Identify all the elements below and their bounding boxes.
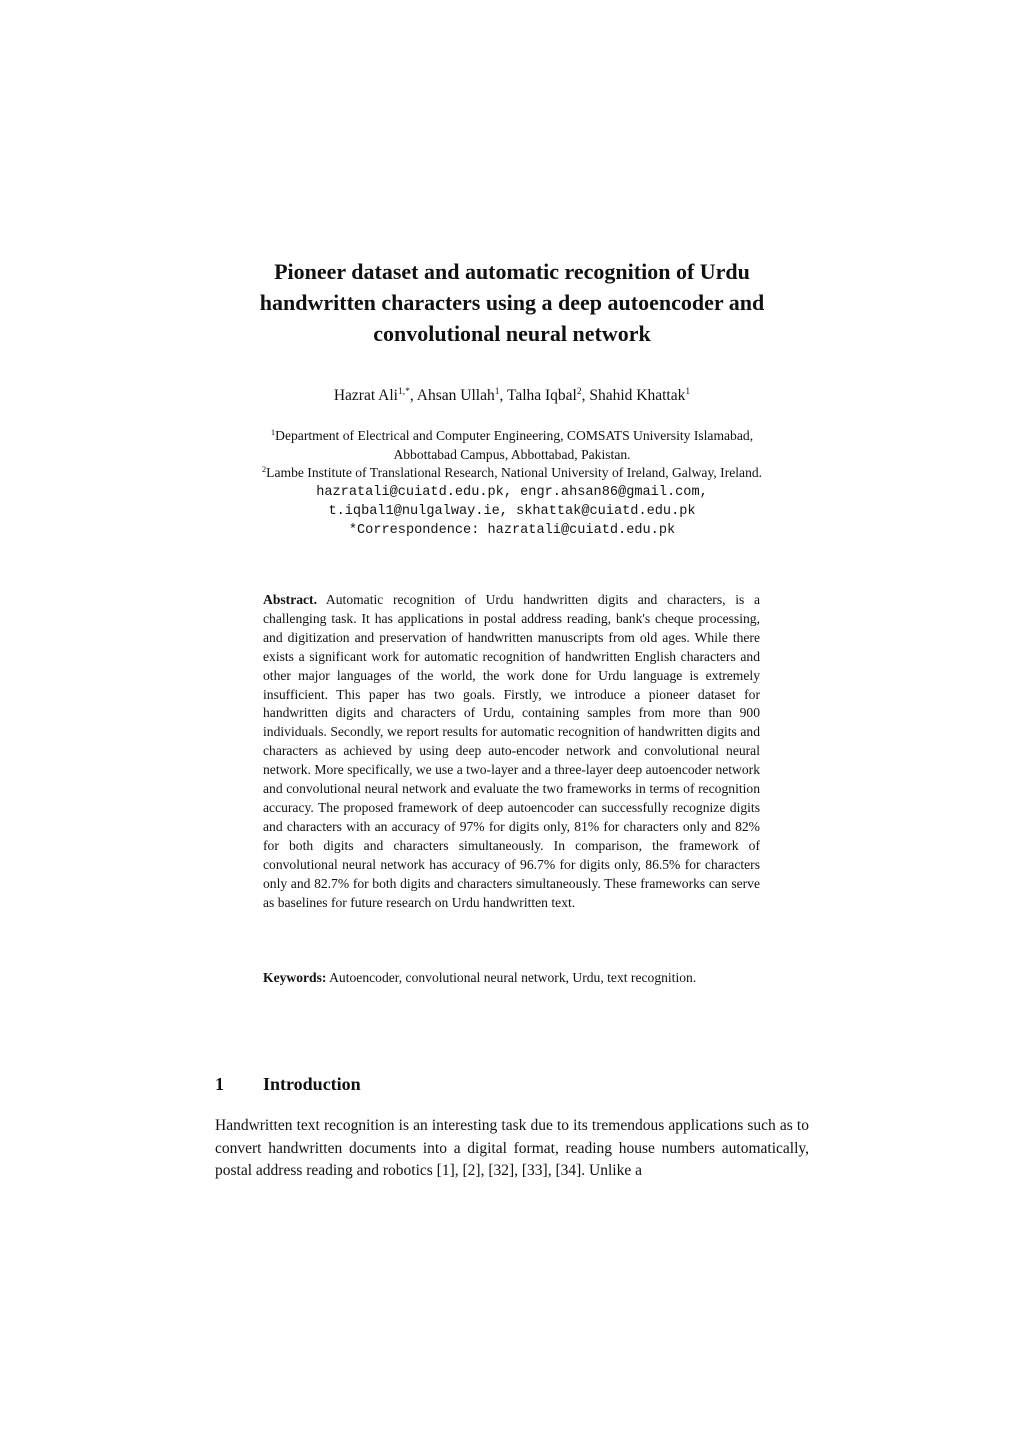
keywords — [263, 968, 783, 987]
affiliations — [180, 427, 844, 483]
correspondence-line: *Correspondence: hazratali@cuiatd.edu.pk — [348, 523, 676, 538]
title-line-1: Pioneer dataset and automatic recognition of Urdu — [274, 259, 750, 284]
affiliation-2-text: Lambe Institute of Translational Research, National University of Ireland, Galway, Ireland. — [266, 465, 763, 481]
affiliation-1-line-2: Abbottabad Campus, Abbottabad, Pakistan. — [393, 446, 631, 462]
introduction-paragraph: Handwritten text recognition is an interesting task due to its tremendous applications such as to convert handwritten documents into a digital format, reading house numbers automatically, postal address reading and robotics [1], [2], [32], [33], [34]. Unlike a — [215, 1117, 809, 1180]
author-affiliation-marker: 2 — [576, 387, 582, 397]
keywords-text: Autoencoder, convolutional neural network, Urdu, text recognition. — [329, 970, 697, 985]
author-name: Shahid Khattak — [589, 387, 686, 404]
email-line-2: t.iqbal1@nulgalway.ie, skhattak@cuiatd.edu.pk — [328, 504, 696, 519]
author-emails — [180, 483, 844, 540]
author-separator: , — [499, 387, 507, 404]
author-name: Hazrat Ali — [333, 387, 398, 404]
section-title: Introduction — [263, 1074, 361, 1094]
abstract-text: Automatic recognition of Urdu handwritten digits and characters, is a challenging task. It has applications in postal address reading, bank's cheque processing, and digitization and preservation of handwritten manuscripts from old ages. While there exists a significant work for automatic recognition of handwritten English characters and other major languages of the world, the work done for Urdu language is extremely insufficient. This paper has two goals. Firstly, we introduce a pioneer dataset for handwritten digits and characters of Urdu, containing samples from more than 900 individuals. Secondly, we report results for automatic recognition of handwritten digits and characters as achieved by using deep auto-encoder network and convolutional neural network. More specifically, we use a two-layer and a three-layer deep autoencoder network and convolutional neural network and evaluate the two frameworks in terms of recognition accuracy. The proposed framework of deep autoencoder can successfully recognize digits and characters with an accuracy of 97% for digits only, 81% for characters only and 82% for both digits and characters simultaneously. In comparison, the framework of convolutional neural network has accuracy of 96.7% for digits only, 86.5% for characters only and 82.7% for both digits and characters simultaneously. These frameworks can serve as baselines for future research on Urdu handwritten text. — [263, 592, 760, 910]
author-separator: , — [581, 387, 590, 404]
affiliation-1-text: Department of Electrical and Computer Engineering, COMSATS University Islamabad, — [275, 428, 754, 443]
author-affiliation-marker: 1,* — [398, 387, 410, 397]
affiliation-1-marker: 1 — [270, 427, 276, 437]
section-number: 1 — [215, 1074, 224, 1094]
title-line-2: handwritten characters using a deep autoencoder and — [259, 290, 765, 315]
author-separator: , — [409, 387, 417, 404]
paper-title — [180, 256, 844, 349]
affiliation-1-line-1 — [180, 427, 844, 446]
abstract-label: Abstract. — [263, 592, 317, 607]
section-heading — [215, 1072, 361, 1096]
author-name: Ahsan Ullah — [416, 387, 495, 404]
keywords-label: Keywords: — [263, 970, 327, 985]
title-line-3: convolutional neural network — [373, 321, 651, 346]
author-list — [180, 387, 844, 405]
author-name: Talha Iqbal — [506, 387, 577, 404]
abstract — [263, 591, 760, 912]
author-affiliation-marker: 1 — [685, 387, 691, 397]
affiliation-2-line-1 — [180, 464, 844, 483]
affiliation-2-marker: 2 — [261, 464, 267, 475]
author-affiliation-marker: 1 — [494, 387, 500, 397]
email-line-1: hazratali@cuiatd.edu.pk, engr.ahsan86@gmail.com, — [316, 485, 708, 500]
